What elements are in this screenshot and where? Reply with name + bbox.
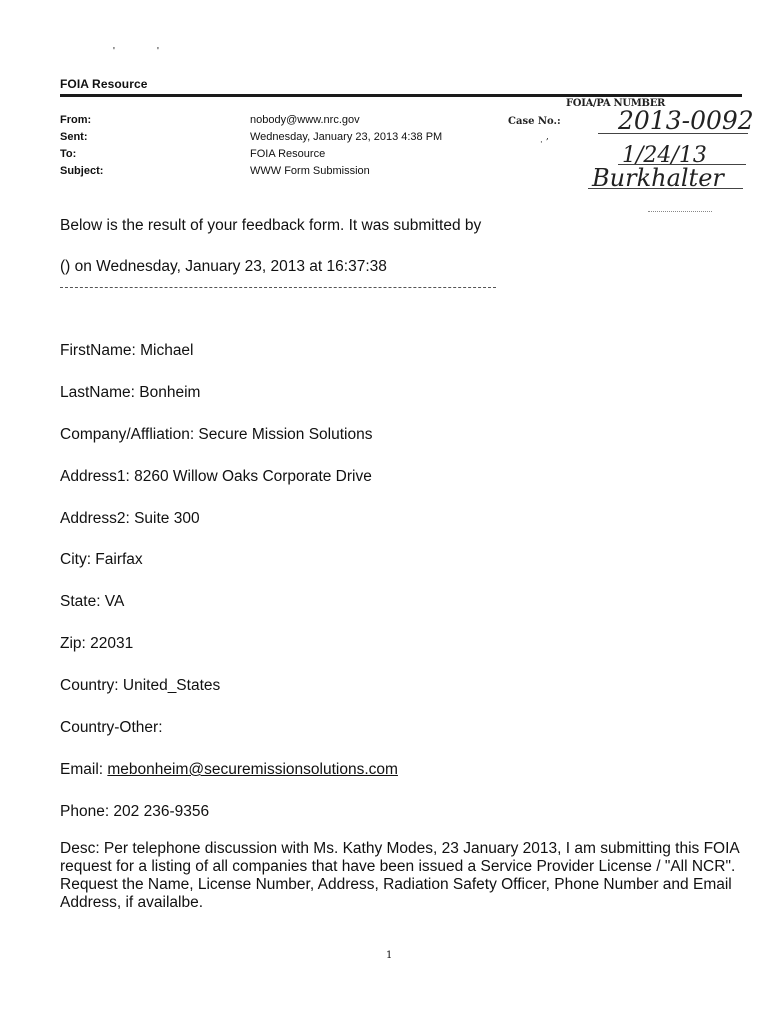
- subject-label: Subject:: [60, 165, 104, 177]
- title-divider: [60, 94, 742, 97]
- case-number-line: [598, 133, 748, 134]
- field-country-other: Country-Other:: [60, 719, 163, 736]
- field-city: City: Fairfax: [60, 551, 143, 568]
- email-link[interactable]: mebonheim@securemissionsolutions.com: [107, 761, 398, 778]
- field-phone: Phone: 202 236-9356: [60, 803, 210, 820]
- stamp-date: 1/24/13: [622, 143, 707, 168]
- field-last-name: LastName: Bonheim: [60, 384, 201, 401]
- field-country: Country: United_States: [60, 677, 221, 694]
- document-title: FOIA Resource: [60, 77, 148, 91]
- field-state: State: VA: [60, 593, 125, 610]
- stamp-initials: Burkhalter: [592, 164, 724, 192]
- field-email: [60, 761, 398, 779]
- field-zip: Zip: 22031: [60, 635, 134, 652]
- stamp-case-label: Case No.:: [508, 116, 561, 127]
- page-number: 1: [386, 950, 393, 961]
- subject-value: WWW Form Submission: [250, 165, 370, 177]
- stamp-mark: · ’: [540, 138, 549, 148]
- field-address2: Address2: Suite 300: [60, 510, 200, 527]
- to-label: To:: [60, 148, 77, 160]
- separator-dashes: [60, 287, 496, 288]
- sent-value: Wednesday, January 23, 2013 4:38 PM: [250, 131, 443, 143]
- sent-label: Sent:: [60, 131, 88, 143]
- field-company: Company/Affliation: Secure Mission Solutions: [60, 426, 373, 443]
- from-value: nobody@www.nrc.gov: [250, 114, 360, 126]
- to-value: FOIA Resource: [250, 148, 326, 160]
- stamp-dotted-line: [648, 211, 712, 212]
- intro-line-2: () on Wednesday, January 23, 2013 at 16:37:38: [60, 258, 387, 275]
- from-label: From:: [60, 114, 92, 126]
- field-address1: Address1: 8260 Willow Oaks Corporate Drive: [60, 468, 372, 485]
- stamp-heading: FOIA/PA NUMBER: [566, 98, 666, 109]
- initials-line: [588, 188, 743, 189]
- intro-line-1: Below is the result of your feedback form. It was submitted by: [60, 217, 482, 234]
- field-description: Desc: Per telephone discussion with Ms. Kathy Modes, 23 January 2013, I am submitting this FOIA request for a listing of all companies that have been issued a Service Provider License / "All NCR". Request the Name, License Number, Address, Radiation Safety Officer, Phone Number and Email Address, if availalbe.: [60, 840, 739, 911]
- email-label: Email:: [60, 761, 108, 778]
- stamp-case-number: 2013-0092: [618, 106, 754, 135]
- field-first-name: FirstName: Michael: [60, 342, 194, 359]
